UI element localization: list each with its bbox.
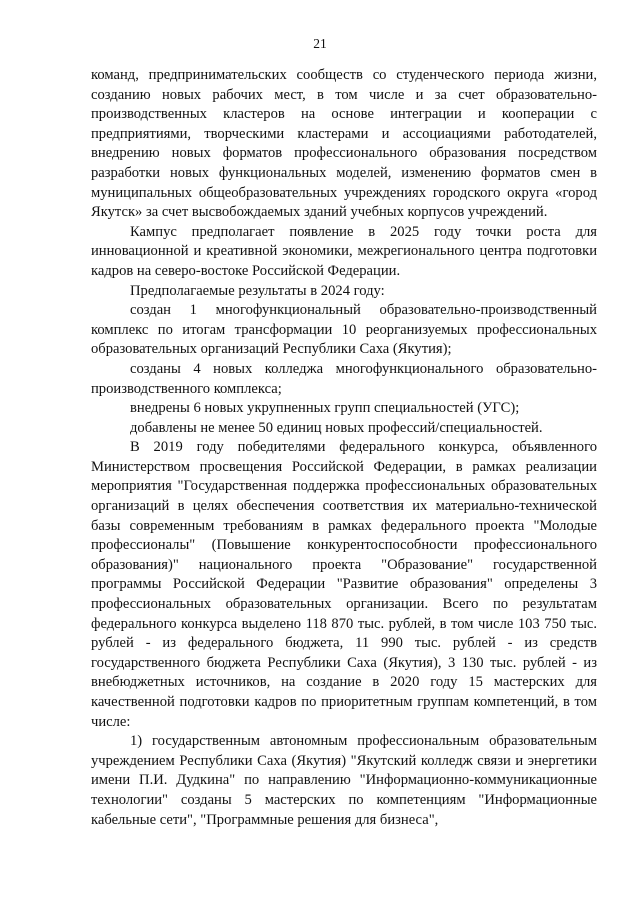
- page-number: 21: [313, 36, 327, 51]
- paragraph-5: созданы 4 новых колледжа многофункционального образовательно-производственного комплекса;: [91, 360, 597, 397]
- paragraph-8: В 2019 году победителями федерального конкурса, объявленного Министерством просвещения Российской Федерации, в рамках реализации мероприятия "Государственная поддержка профессиональных образовательных организаций в целях обеспечения соответствия их материально-технической базы современным требованиям в рамках федерального проекта "Молодые профессионалы" (Повышение конкурентоспособности профессионального образования)" национального проекта "Образование" государственной программы Российской Федерации "Развитие образования" определены 3 профессиональных образовательных организации. Всего по результатам федерального конкурса выделено 118 870 тыс. рублей, в том числе 103 750 тыс. рублей - из федерального бюджета, 11 990 тыс. рублей - из средств государственного бюджета Республики Саха (Якутия), 3 130 тыс. рублей - из внебюджетных источников, на создание в 2020 году 15 мастерских для качественной подготовки кадров по приоритетным группам компетенций, в том числе:: [91, 439, 597, 730]
- paragraph-2: Кампус предполагает появление в 2025 году точки роста для инновационной и креативной экономики, межрегионального центра подготовки кадров на северо-востоке Российской Федерации.: [91, 223, 597, 279]
- paragraph-1: команд, предпринимательских сообществ со студенческого периода жизни, созданию новых рабочих мест, в том числе и за счет образовательно-производственных кластеров на основе интеграции и кооперации с предприятиями, творческими кластерами и ассоциациями работодателей, внедрению новых форматов профессионального образования посредством разработки новых функциональных моделей, изменению форматов смен в муниципальных общеобразовательных учреждениях городского округа «город Якутск» за счет высвобождаемых зданий учебных корпусов учреждений.: [91, 67, 597, 221]
- paragraph-9: 1) государственным автономным профессиональным образовательным учреждением Республики Саха (Якутия) "Якутский колледж связи и энергетики имени П.И. Дудкина" по направлению "Информационно-коммуникационные технологии" созданы 5 мастерских по компетенциям "Информационные кабельные сети", "Программные решения для бизнеса",: [91, 733, 597, 828]
- body-text: [91, 66, 597, 830]
- paragraph-6: внедрены 6 новых укрупненных групп специальностей (УГС);: [130, 400, 520, 417]
- paragraph-4: создан 1 многофункциональный образовательно-производственный комплекс по итогам трансформации 10 реорганизуемых профессиональных образовательных организаций Республики Саха (Якутия);: [91, 302, 597, 358]
- paragraph-3: Предполагаемые результаты в 2024 году:: [130, 282, 385, 299]
- paragraph-7: добавлены не менее 50 единиц новых профессий/специальностей.: [130, 419, 543, 436]
